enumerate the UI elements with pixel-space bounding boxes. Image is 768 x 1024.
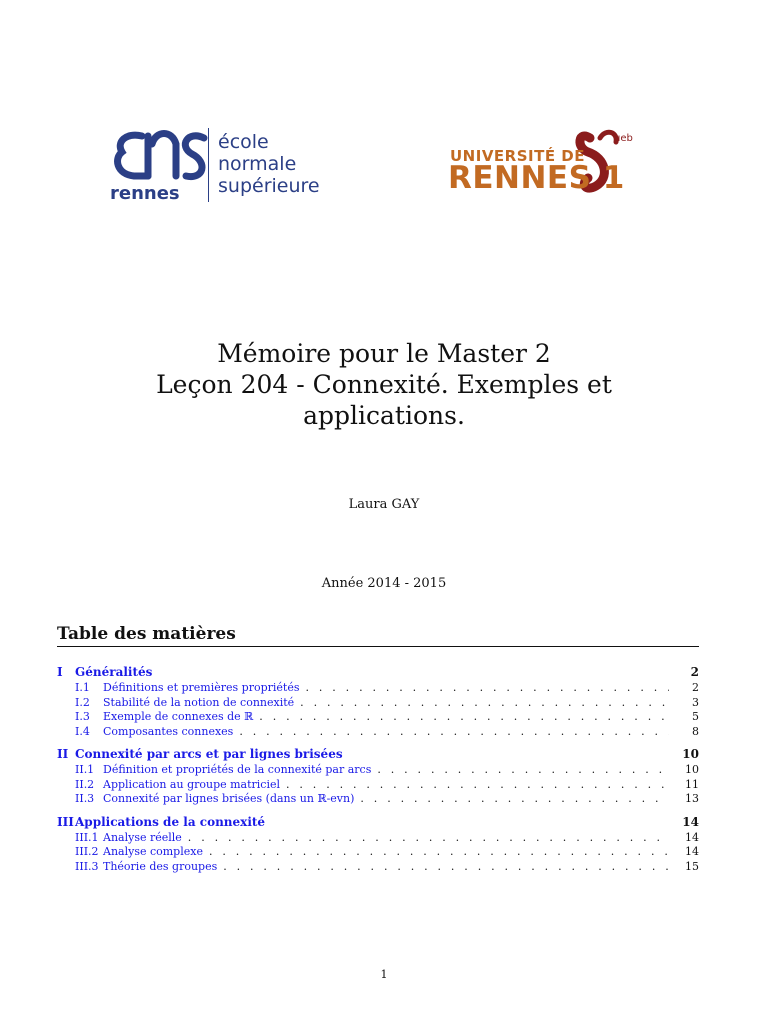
toc-entry[interactable] — [57, 831, 699, 846]
entry-number: III.2 — [75, 845, 99, 858]
entry-number: I.2 — [75, 695, 90, 709]
entry-number: II.3 — [75, 792, 95, 805]
entry-title: Théorie des groupes — [103, 859, 218, 873]
ueb-badge: ueb — [614, 133, 633, 144]
entry-page: 11 — [685, 777, 699, 791]
leader-dots — [259, 710, 669, 723]
entry-page: 10 — [685, 763, 699, 776]
entry-title: Définitions et premières propriétés — [103, 681, 300, 694]
entry-page: 5 — [692, 710, 699, 723]
leader-dots — [286, 778, 669, 791]
ens-wordmark — [218, 131, 320, 197]
toc-entry[interactable] — [57, 681, 699, 696]
leader-dots — [306, 681, 670, 694]
ens-line-1: école — [218, 131, 269, 153]
title-line-2: Leçon 204 - Connexité. Exemples et — [156, 370, 612, 399]
section-page: 14 — [682, 814, 699, 829]
table-of-contents — [57, 665, 699, 874]
ens-line-3: supérieure — [218, 175, 320, 197]
entry-page: 13 — [685, 792, 699, 805]
toc-entry[interactable] — [57, 710, 699, 725]
entry-title: Analyse complexe — [103, 845, 203, 858]
ens-city-label: rennes — [110, 183, 180, 204]
section-title: Généralités — [75, 665, 153, 679]
toc-entry[interactable] — [57, 763, 699, 778]
leader-dots — [377, 763, 669, 776]
entry-page: 15 — [685, 859, 699, 873]
entry-page: 8 — [692, 724, 699, 738]
entry-title: Analyse réelle — [103, 830, 182, 844]
ens-line-2: normale — [218, 153, 297, 175]
author: Laura GAY — [348, 497, 420, 512]
toc-entry[interactable] — [57, 792, 699, 807]
toc-rule — [57, 646, 699, 647]
leader-dots — [188, 831, 669, 844]
toc-entry[interactable] — [57, 725, 699, 740]
section-page: 10 — [682, 747, 699, 761]
toc-entry[interactable] — [57, 845, 699, 860]
section-number: I — [57, 665, 63, 679]
university-name-line1: UNIVERSITÉ DE — [450, 147, 586, 165]
title-line-3: applications. — [303, 401, 465, 430]
section-title: Connexité par arcs et par lignes brisées — [75, 747, 343, 761]
title-line-1: Mémoire pour le Master 2 — [217, 339, 551, 368]
entry-title: Stabilité de la notion de connexité — [103, 695, 295, 709]
toc-entry[interactable] — [57, 860, 699, 875]
section-number: III — [57, 814, 74, 829]
document-title — [0, 338, 768, 431]
leader-dots — [209, 845, 669, 858]
entry-title: Connexité par lignes brisées (dans un ℝ-evn) — [103, 792, 355, 805]
leader-dots — [360, 792, 669, 805]
entry-title: Composantes connexes — [103, 724, 234, 738]
entry-number: I.4 — [75, 724, 90, 738]
page-number: 1 — [380, 968, 388, 981]
leader-dots — [300, 696, 669, 709]
entry-title: Définition et propriétés de la connexité par arcs — [103, 763, 372, 776]
toc-entry[interactable] — [57, 778, 699, 793]
toc-heading: Table des matières — [57, 624, 236, 644]
entry-title: Application au groupe matriciel — [103, 777, 281, 791]
entry-page: 14 — [685, 845, 699, 858]
entry-page: 2 — [692, 681, 699, 694]
entry-page: 14 — [685, 830, 699, 844]
entry-number: I.3 — [75, 710, 90, 723]
entry-number: III.1 — [75, 830, 99, 844]
academic-year: Année 2014 - 2015 — [321, 576, 447, 591]
section-title: Applications de la connexité — [75, 814, 266, 829]
leader-dots — [223, 860, 669, 873]
section-page: 2 — [690, 665, 699, 679]
logo-separator — [208, 128, 209, 202]
toc-entry[interactable] — [57, 696, 699, 711]
toc-section[interactable] — [57, 747, 699, 763]
toc-section[interactable] — [57, 665, 699, 681]
toc-section[interactable] — [57, 815, 699, 831]
university-name-line2: RENNES 1 — [448, 160, 625, 196]
entry-title: Exemple de connexes de ℝ — [103, 710, 254, 723]
entry-number: III.3 — [75, 859, 99, 873]
leader-dots — [239, 725, 669, 738]
entry-number: I.1 — [75, 681, 90, 694]
entry-number: II.2 — [75, 777, 95, 791]
entry-page: 3 — [692, 695, 699, 709]
entry-number: II.1 — [75, 763, 95, 776]
section-number: II — [57, 747, 69, 761]
